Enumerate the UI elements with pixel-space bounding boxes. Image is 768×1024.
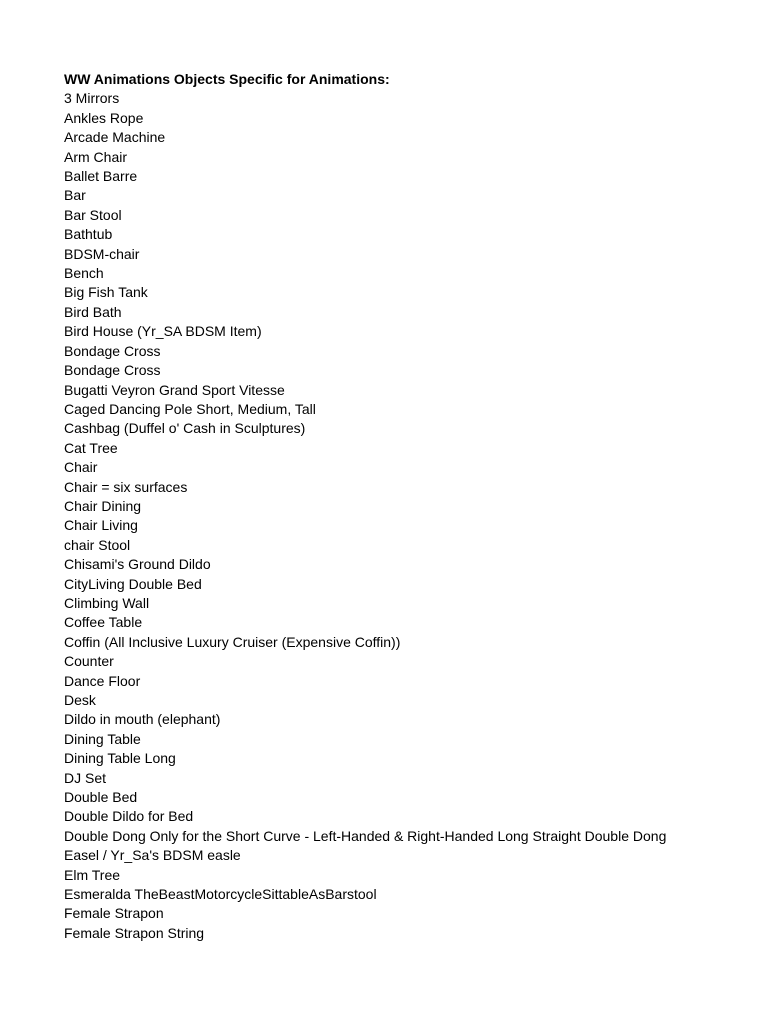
list-item: Dildo in mouth (elephant) [64,711,221,728]
list-item: Bar Stool [64,206,122,223]
list-item: Chair = six surfaces [64,478,188,495]
list-item: Desk [64,692,96,708]
list-item: Arm Chair [64,148,128,165]
list-item: Bondage Cross [64,342,161,359]
list-item: Easel / Yr_Sa's BDSM easle [64,847,241,864]
list-item: Dining Table [64,730,141,747]
list-item: Arcade Machine [64,129,166,146]
document-content [64,70,754,943]
list-item: Bugatti Veyron Grand Sport Vitesse [64,381,285,398]
list-item: Double Dong Only for the Short Curve - Left-Handed & Right-Handed Long Straight Double Dong [64,827,667,844]
list-item: Cashbag (Duffel o' Cash in Sculptures) [64,420,306,437]
object-list [64,89,754,943]
list-item: Double Dildo for Bed [64,808,194,825]
list-item: Chisami's Ground Dildo [64,556,211,573]
list-item: Elm Tree [64,866,121,883]
list-item: Double Bed [64,789,138,806]
list-item: Bird House (Yr_SA BDSM Item) [64,323,262,340]
list-item: Esmeralda TheBeastMotorcycleSittableAsBarstool [64,886,377,903]
list-item: chair Stool [64,536,131,553]
list-item: Coffin (All Inclusive Luxury Cruiser (Expensive Coffin)) [64,633,401,650]
list-item: Dance Floor [64,672,141,689]
list-item: Bench [64,265,104,282]
list-item: Big Fish Tank [64,284,148,301]
list-item: Chair [64,459,98,476]
list-item: Bird Bath [64,303,122,320]
list-item: DJ Set [64,769,107,786]
list-item: Bondage Cross [64,362,161,379]
list-item: Caged Dancing Pole Short, Medium, Tall [64,400,316,417]
list-item: Chair Dining [64,497,142,514]
list-item: Chair Living [64,517,138,534]
list-item: Cat Tree [64,439,118,456]
list-item: BDSM-chair [64,245,140,262]
list-item: Counter [64,653,114,670]
list-item: Bar [64,187,86,204]
list-item: Climbing Wall [64,594,150,611]
list-item: Female Strapon String [64,924,205,941]
document-heading: WW Animations Objects Specific for Animations: [64,71,390,87]
list-item: Female Strapon [64,905,164,922]
list-item: Dining Table Long [64,750,176,767]
list-item: 3 Mirrors [64,90,120,107]
list-item: Ankles Rope [64,109,144,126]
list-item: Bathtub [64,226,113,243]
list-item: Ballet Barre [64,168,138,185]
list-item: Coffee Table [64,614,143,631]
list-item: CityLiving Double Bed [64,575,202,592]
